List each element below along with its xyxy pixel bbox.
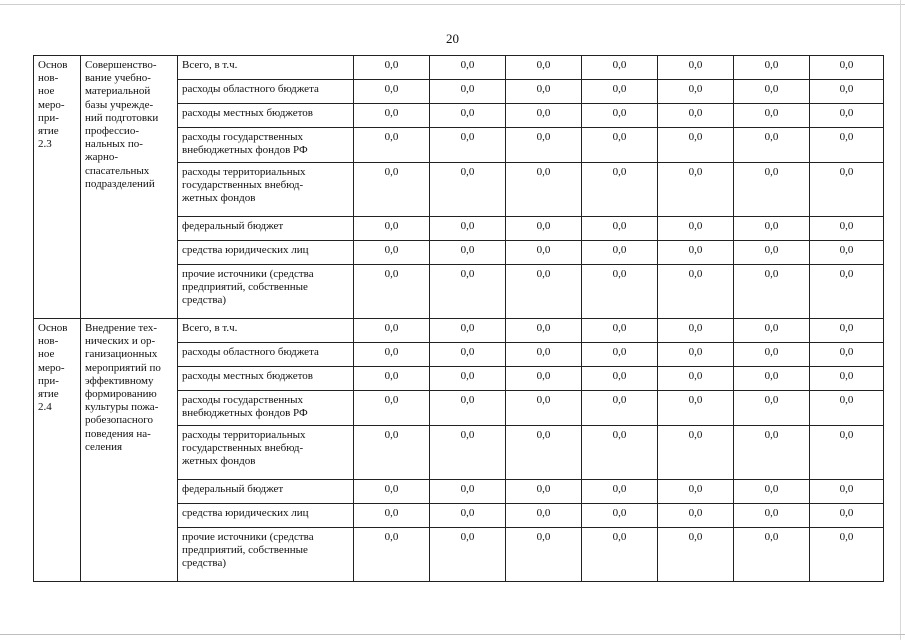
table-row [34, 319, 884, 343]
value-cell: 0,0 [582, 480, 658, 504]
activity-code-line: Основ [38, 59, 68, 71]
value-cell: 0,0 [430, 367, 506, 391]
value-cell: 0,0 [810, 504, 884, 528]
value-cell: 0,0 [810, 367, 884, 391]
value-cell: 0,0 [810, 265, 884, 319]
value-cell: 0,0 [658, 241, 734, 265]
activity-code-line: ное [38, 348, 55, 361]
funding-source [178, 367, 354, 391]
value-cell: 0,0 [734, 80, 810, 104]
value-cell: 0,0 [430, 504, 506, 528]
value-cell: 0,0 [658, 104, 734, 128]
value-cell: 0,0 [810, 528, 884, 582]
value-cell: 0,0 [506, 241, 582, 265]
value-cell: 0,0 [734, 528, 810, 582]
activity-code-line: ятие [38, 387, 59, 400]
value-cell: 0,0 [658, 80, 734, 104]
value-cell: 0,0 [658, 480, 734, 504]
value-cell: 0,0 [354, 128, 430, 163]
activity-name-line: эффективному [85, 374, 154, 387]
value-cell: 0,0 [582, 104, 658, 128]
activity-name-line: вание учебно- [85, 72, 151, 85]
funding-source [178, 480, 354, 504]
value-cell: 0,0 [506, 319, 582, 343]
funding-source-line: расходы государственных [182, 131, 304, 143]
value-cell: 0,0 [354, 56, 430, 80]
activity-name-line: формированию [85, 387, 157, 400]
funding-source-line: предприятий, собственные [182, 544, 308, 557]
value-cell: 0,0 [506, 217, 582, 241]
value-cell: 0,0 [354, 367, 430, 391]
value-cell: 0,0 [810, 426, 884, 480]
funding-source [178, 265, 354, 319]
value-cell: 0,0 [658, 319, 734, 343]
value-cell: 0,0 [430, 104, 506, 128]
value-cell: 0,0 [430, 265, 506, 319]
value-cell: 0,0 [734, 426, 810, 480]
funding-source [178, 319, 354, 343]
funding-source-line: средства юридических лиц [182, 507, 309, 519]
value-cell: 0,0 [582, 504, 658, 528]
funding-source [178, 391, 354, 426]
value-cell: 0,0 [734, 128, 810, 163]
funding-source-line: федеральный бюджет [182, 483, 284, 495]
funding-source [178, 528, 354, 582]
funding-source [178, 56, 354, 80]
value-cell: 0,0 [658, 504, 734, 528]
funding-source-line: предприятий, собственные [182, 281, 308, 294]
activity-code-line: меро- [38, 98, 65, 111]
value-cell: 0,0 [506, 163, 582, 217]
value-cell: 0,0 [810, 217, 884, 241]
activity-code-line: ятие [38, 124, 59, 137]
page-number: 20 [446, 31, 459, 46]
funding-source-line: расходы местных бюджетов [182, 370, 314, 382]
activity-code [34, 319, 81, 582]
funding-source-line: прочие источники (средства [182, 531, 314, 543]
funding-source-line: внебюджетных фондов РФ [182, 407, 308, 420]
value-cell: 0,0 [810, 343, 884, 367]
activity-code [34, 56, 81, 319]
budget-table [33, 55, 884, 582]
funding-source-line: жетных фондов [182, 455, 256, 468]
value-cell: 0,0 [658, 128, 734, 163]
value-cell: 0,0 [430, 217, 506, 241]
activity-name-line: культуры пожа- [85, 401, 159, 414]
value-cell: 0,0 [734, 241, 810, 265]
value-cell: 0,0 [734, 104, 810, 128]
scan-edge-right [900, 0, 901, 640]
value-cell: 0,0 [658, 56, 734, 80]
value-cell: 0,0 [506, 426, 582, 480]
activity-name-line: спасательных [85, 164, 150, 177]
value-cell: 0,0 [354, 426, 430, 480]
value-cell: 0,0 [354, 391, 430, 426]
value-cell: 0,0 [582, 163, 658, 217]
value-cell: 0,0 [582, 528, 658, 582]
funding-source-line: внебюджетных фондов РФ [182, 144, 308, 157]
value-cell: 0,0 [354, 104, 430, 128]
activity-code-line: при- [38, 374, 59, 387]
funding-source [178, 217, 354, 241]
value-cell: 0,0 [506, 80, 582, 104]
funding-source-line: расходы государственных [182, 394, 304, 406]
value-cell: 0,0 [354, 217, 430, 241]
value-cell: 0,0 [430, 343, 506, 367]
activity-name-line: жарно- [85, 151, 119, 164]
value-cell: 0,0 [734, 265, 810, 319]
funding-source-line: прочие источники (средства [182, 268, 314, 280]
value-cell: 0,0 [582, 319, 658, 343]
value-cell: 0,0 [354, 343, 430, 367]
value-cell: 0,0 [582, 128, 658, 163]
activity-code-line: меро- [38, 361, 65, 374]
funding-source-line: Всего, в т.ч. [182, 59, 238, 71]
value-cell: 0,0 [430, 391, 506, 426]
funding-source-line: расходы территориальных [182, 429, 306, 441]
value-cell: 0,0 [658, 163, 734, 217]
value-cell: 0,0 [506, 265, 582, 319]
value-cell: 0,0 [810, 163, 884, 217]
value-cell: 0,0 [734, 319, 810, 343]
value-cell: 0,0 [658, 217, 734, 241]
value-cell: 0,0 [658, 528, 734, 582]
value-cell: 0,0 [734, 391, 810, 426]
funding-source-line: расходы областного бюджета [182, 83, 319, 95]
activity-name-line: мероприятий по [85, 361, 161, 374]
activity-code-line: Основ [38, 322, 68, 334]
value-cell: 0,0 [354, 528, 430, 582]
value-cell: 0,0 [506, 391, 582, 426]
value-cell: 0,0 [810, 480, 884, 504]
value-cell: 0,0 [658, 265, 734, 319]
table-body [34, 56, 884, 582]
value-cell: 0,0 [354, 480, 430, 504]
funding-source-line: средства) [182, 557, 226, 570]
funding-source [178, 504, 354, 528]
funding-source-line: государственных внебюд- [182, 442, 304, 455]
value-cell: 0,0 [582, 56, 658, 80]
value-cell: 0,0 [810, 56, 884, 80]
value-cell: 0,0 [430, 56, 506, 80]
value-cell: 0,0 [658, 343, 734, 367]
funding-source-line: расходы местных бюджетов [182, 107, 314, 119]
activity-name-line: поведения на- [85, 427, 151, 440]
value-cell: 0,0 [658, 367, 734, 391]
activity-name [81, 319, 178, 582]
value-cell: 0,0 [582, 391, 658, 426]
value-cell: 0,0 [430, 426, 506, 480]
value-cell: 0,0 [582, 265, 658, 319]
funding-source [178, 104, 354, 128]
funding-source [178, 128, 354, 163]
activity-name [81, 56, 178, 319]
activity-name-line: Внедрение тех- [85, 322, 158, 334]
value-cell: 0,0 [506, 128, 582, 163]
activity-code-line: 2.4 [38, 401, 52, 414]
value-cell: 0,0 [582, 217, 658, 241]
value-cell: 0,0 [430, 528, 506, 582]
activity-name-line: нальных по- [85, 138, 143, 151]
value-cell: 0,0 [354, 265, 430, 319]
value-cell: 0,0 [734, 56, 810, 80]
funding-source-line: федеральный бюджет [182, 220, 284, 232]
activity-code-line: при- [38, 111, 59, 124]
value-cell: 0,0 [734, 480, 810, 504]
value-cell: 0,0 [354, 80, 430, 104]
value-cell: 0,0 [430, 80, 506, 104]
activity-code-line: ное [38, 85, 55, 98]
value-cell: 0,0 [810, 319, 884, 343]
value-cell: 0,0 [810, 80, 884, 104]
activity-name-line: Совершенство- [85, 59, 157, 71]
activity-name-line: базы учрежде- [85, 98, 154, 111]
activity-name-line: подразделений [85, 177, 155, 190]
funding-source-line: государственных внебюд- [182, 179, 304, 192]
value-cell: 0,0 [810, 104, 884, 128]
value-cell: 0,0 [582, 426, 658, 480]
funding-source [178, 80, 354, 104]
funding-source [178, 163, 354, 217]
value-cell: 0,0 [354, 504, 430, 528]
activity-name-line: ганизационных [85, 348, 158, 361]
activity-name-line: ний подготовки [85, 111, 159, 124]
value-cell: 0,0 [430, 128, 506, 163]
activity-name-line: профессио- [85, 124, 139, 137]
value-cell: 0,0 [582, 367, 658, 391]
value-cell: 0,0 [354, 319, 430, 343]
funding-source-line: средства юридических лиц [182, 244, 309, 256]
value-cell: 0,0 [658, 426, 734, 480]
value-cell: 0,0 [734, 343, 810, 367]
value-cell: 0,0 [430, 480, 506, 504]
activity-name-line: робезопасного [85, 414, 154, 427]
activity-code-line: нов- [38, 335, 59, 348]
activity-code-line: 2.3 [38, 138, 52, 151]
value-cell: 0,0 [354, 241, 430, 265]
value-cell: 0,0 [506, 528, 582, 582]
value-cell: 0,0 [582, 343, 658, 367]
activity-code-line: нов- [38, 72, 59, 85]
value-cell: 0,0 [430, 163, 506, 217]
funding-source-line: расходы областного бюджета [182, 346, 319, 358]
value-cell: 0,0 [734, 367, 810, 391]
value-cell: 0,0 [810, 128, 884, 163]
value-cell: 0,0 [506, 480, 582, 504]
funding-source-line: Всего, в т.ч. [182, 322, 238, 334]
activity-name-line: селения [85, 440, 123, 453]
value-cell: 0,0 [506, 104, 582, 128]
value-cell: 0,0 [506, 367, 582, 391]
value-cell: 0,0 [506, 343, 582, 367]
value-cell: 0,0 [734, 504, 810, 528]
value-cell: 0,0 [430, 319, 506, 343]
activity-name-line: материальной [85, 85, 151, 98]
value-cell: 0,0 [582, 241, 658, 265]
value-cell: 0,0 [506, 56, 582, 80]
value-cell: 0,0 [734, 217, 810, 241]
value-cell: 0,0 [506, 504, 582, 528]
value-cell: 0,0 [430, 241, 506, 265]
value-cell: 0,0 [582, 80, 658, 104]
value-cell: 0,0 [658, 391, 734, 426]
value-cell: 0,0 [810, 241, 884, 265]
scan-edge-bottom [0, 634, 905, 635]
activity-name-line: нических и ор- [85, 335, 156, 348]
funding-source [178, 241, 354, 265]
value-cell: 0,0 [734, 163, 810, 217]
scan-edge-top [0, 4, 905, 5]
funding-source-line: жетных фондов [182, 192, 256, 205]
funding-source [178, 426, 354, 480]
table-row [34, 56, 884, 80]
funding-source [178, 343, 354, 367]
value-cell: 0,0 [810, 391, 884, 426]
funding-source-line: средства) [182, 294, 226, 307]
funding-source-line: расходы территориальных [182, 166, 306, 178]
value-cell: 0,0 [354, 163, 430, 217]
